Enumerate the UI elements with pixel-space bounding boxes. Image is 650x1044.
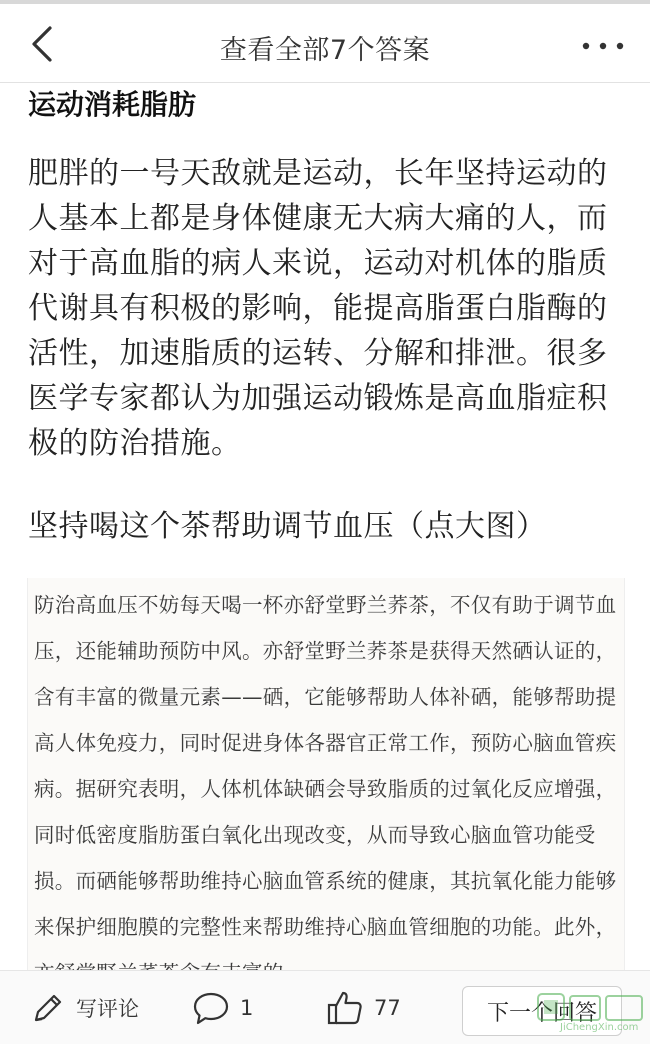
article-paragraph: 肥胖的一号天敌就是运动，长年坚持运动的人基本上都是身体健康无大病大痛的人，而对于高血脂的病人来说，运动对机体的脂质代谢具有积极的影响，能提高脂蛋白脂酶的活性，加速脂质的运转、分解和排泄。很多医学专家都认为加强运动锻炼是高血脂症积极的防治措施。 bbox=[28, 156, 608, 461]
more-horizontal-icon bbox=[578, 26, 628, 66]
thumbs-up-icon bbox=[326, 989, 364, 1027]
nav-header bbox=[0, 4, 650, 83]
more-button[interactable] bbox=[578, 26, 628, 66]
comment-bubble-icon bbox=[192, 990, 230, 1026]
comment-count: 1 bbox=[240, 995, 254, 1020]
embedded-image[interactable] bbox=[27, 578, 625, 970]
write-comment-label: 写评论 bbox=[76, 996, 139, 1021]
write-comment-button[interactable] bbox=[30, 971, 139, 1044]
section-heading: 运动消耗脂肪 bbox=[28, 88, 197, 121]
comments-button[interactable] bbox=[192, 971, 253, 1044]
like-count: 77 bbox=[374, 995, 401, 1020]
pencil-icon bbox=[30, 990, 66, 1026]
image-caption[interactable]: 坚持喝这个茶帮助调节血压（点大图） bbox=[28, 509, 547, 544]
next-answer-button[interactable]: 下一个回答 bbox=[462, 986, 622, 1036]
embedded-image-text: 防治高血压不妨每天喝一杯亦舒堂野兰荞茶，不仅有助于调节血压，还能辅助预防中风。亦舒堂野兰荞茶是获得天然硒认证的，含有丰富的微量元素——硒，它能够帮助人体补硒，能够帮助提高人体免疫力，同时促进身体各器官正常工作，预防心脑血管疾病。据研究表明，人体机体缺硒会导致脂质的过氧化反应增强，同时低密度脂肪蛋白氧化出现改变，从而导致心脑血管功能受损。而硒能够帮助维持心脑血管系统的健康，其抗氧化能力能够来保护细胞膜的完整性来帮助维持心脑血管细胞的功能。此外， bbox=[34, 593, 617, 939]
page-title: 查看全部7个答案 bbox=[219, 35, 431, 66]
like-button[interactable] bbox=[326, 971, 401, 1044]
bottom-action-bar bbox=[0, 970, 650, 1044]
watermark-text: JiChengXin.com bbox=[560, 1022, 639, 1033]
